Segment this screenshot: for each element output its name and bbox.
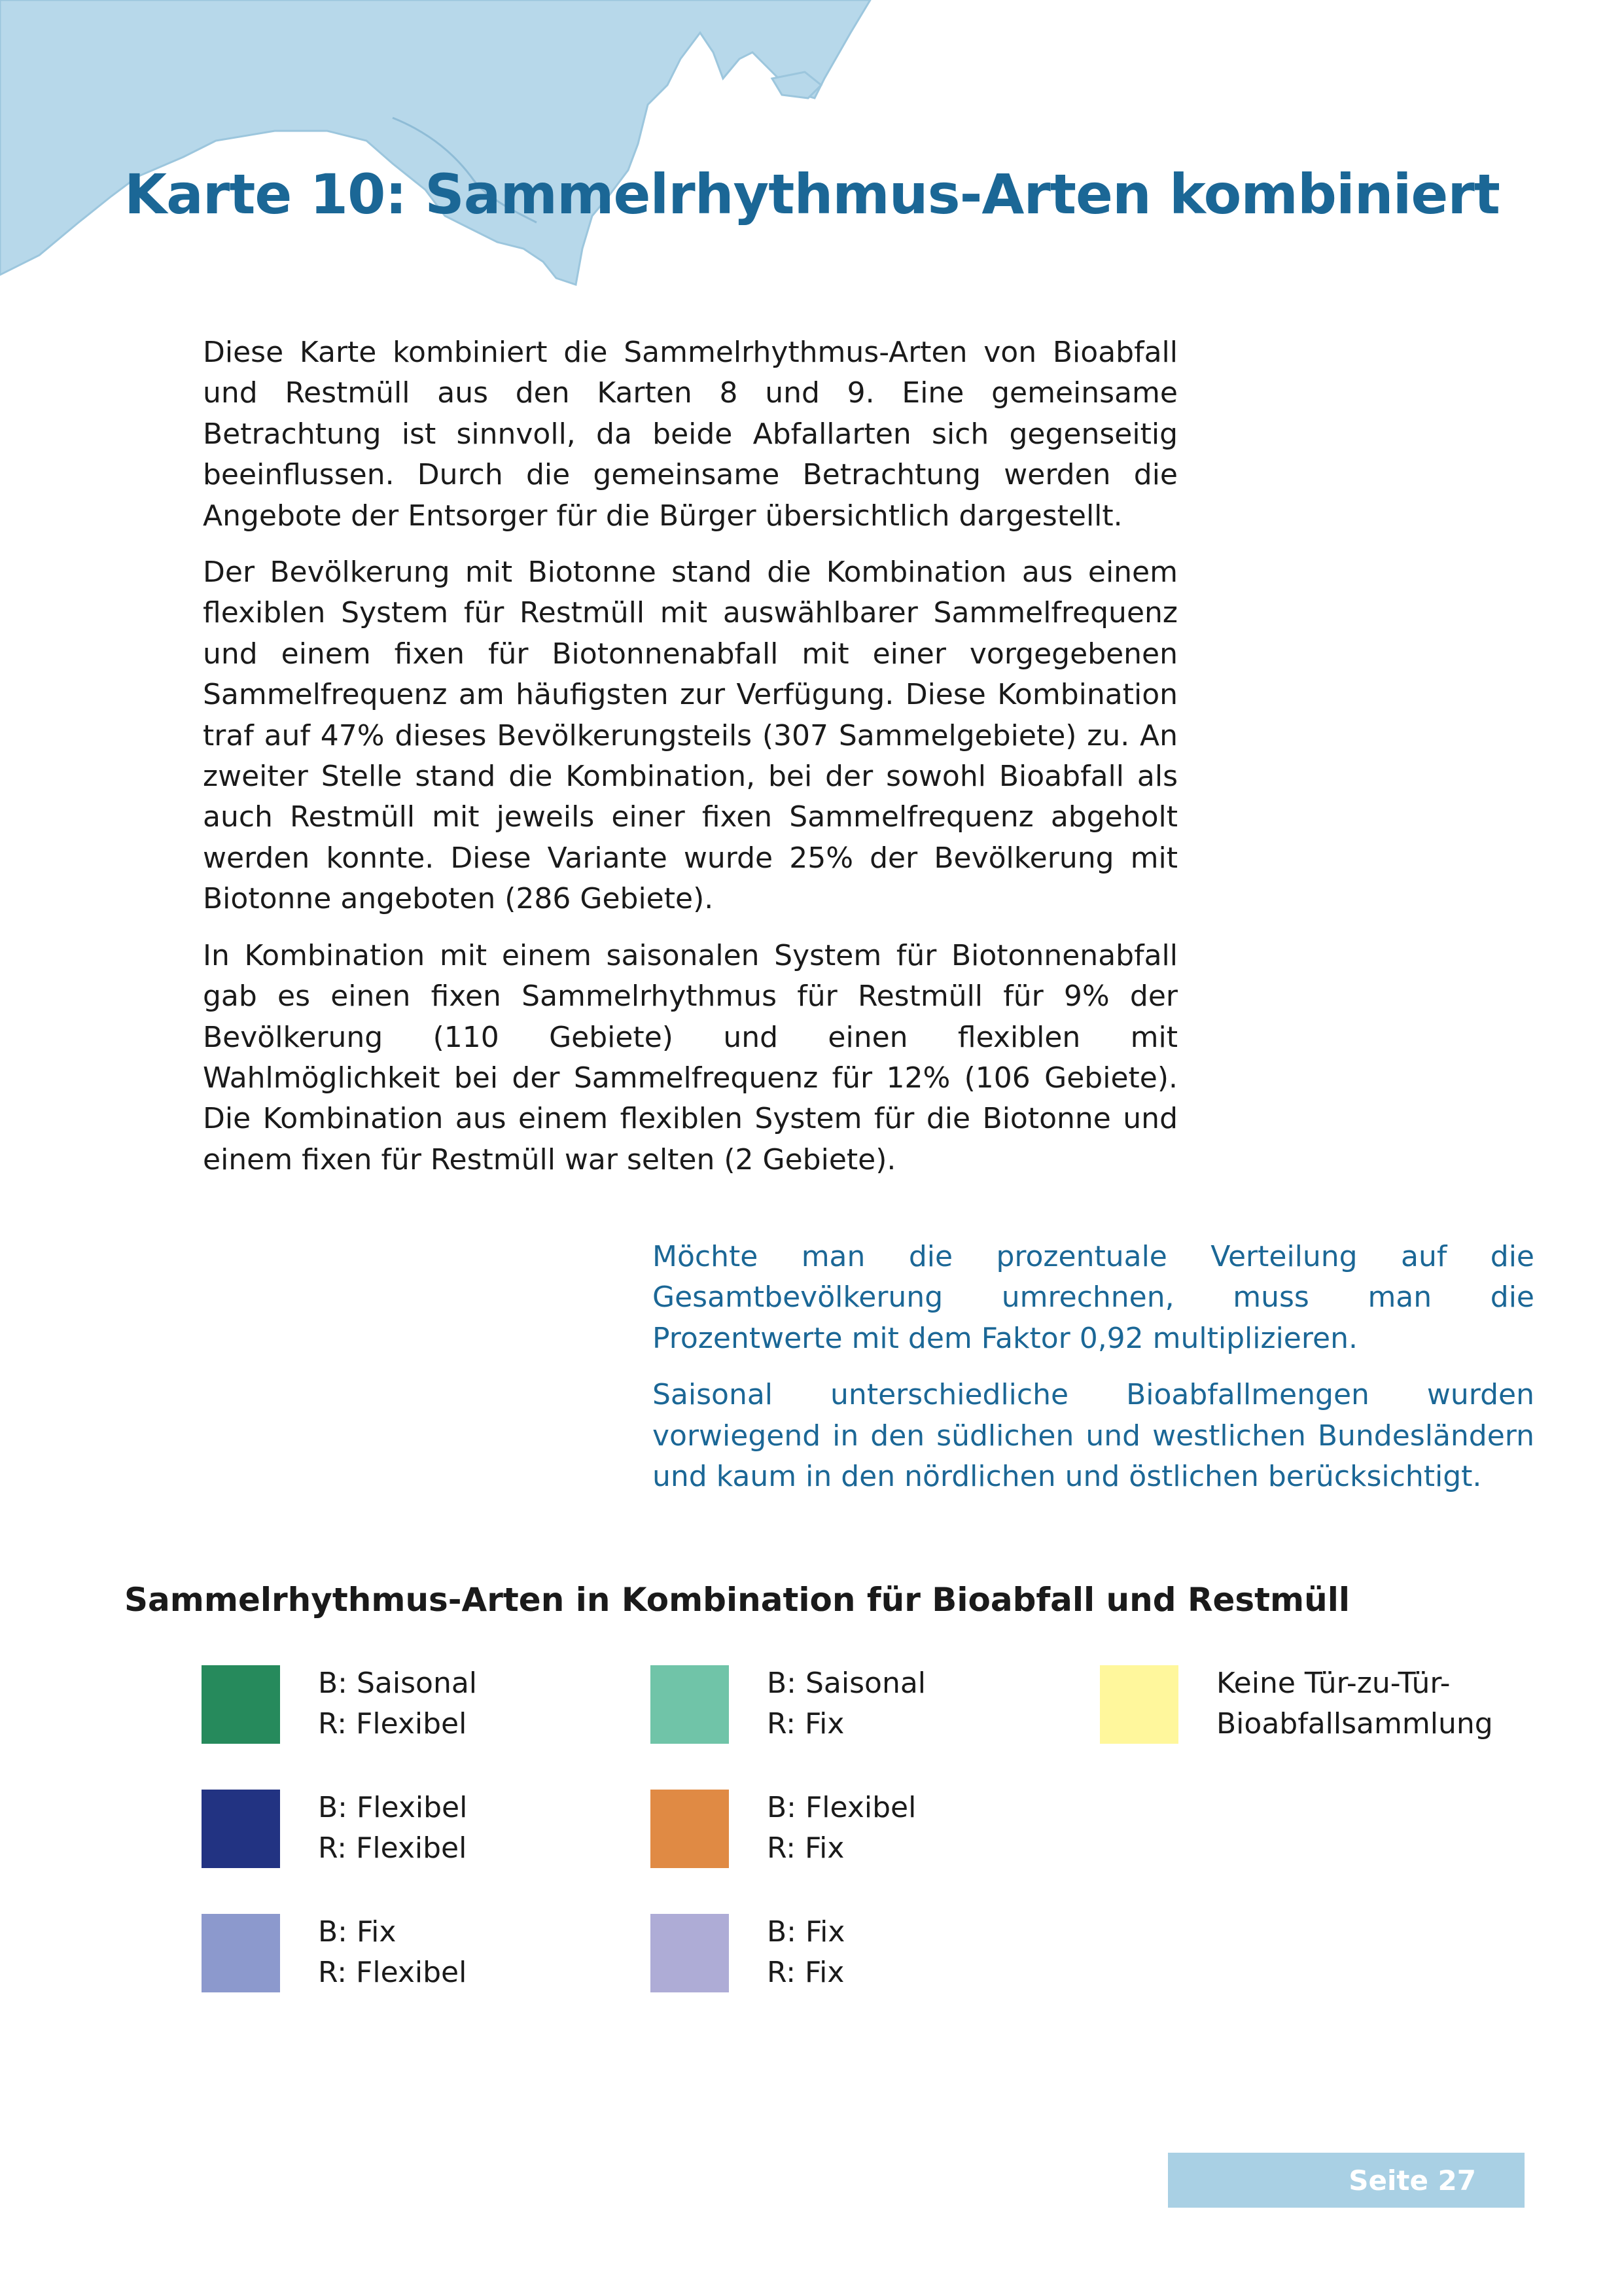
- legend-swatch: [202, 1665, 280, 1744]
- legend-line: R: Flexibel: [318, 1707, 467, 1740]
- note-text: [652, 1237, 1534, 1513]
- note-paragraph: Saisonal unterschiedliche Bioabfallmengen wurden vorwiegend in den südlichen und westlichen Bundesländern und kaum in den nördlichen und östlichen berücksichtigt.: [652, 1378, 1534, 1494]
- legend-line: R: Fix: [767, 1707, 845, 1740]
- legend-swatch: [650, 1914, 729, 1992]
- legend-swatch: [202, 1914, 280, 1992]
- legend-swatch: [1100, 1665, 1178, 1744]
- coastline-map-decoration: [0, 0, 916, 301]
- legend-swatch: [650, 1665, 729, 1744]
- legend-title: Sammelrhythmus-Arten in Kombination für Bioabfall und Restmüll: [124, 1581, 1350, 1619]
- legend-line: B: Flexibel: [318, 1791, 468, 1824]
- legend-label: [767, 1912, 845, 1993]
- legend-label: [767, 1788, 916, 1869]
- page-number: Seite 27: [1168, 2153, 1525, 2208]
- legend-line: R: Flexibel: [318, 1831, 467, 1865]
- legend-swatch: [650, 1790, 729, 1868]
- legend-line: B: Fix: [767, 1915, 845, 1949]
- legend-line: Bioabfallsammlung: [1216, 1707, 1493, 1740]
- legend-label: [1216, 1663, 1493, 1744]
- legend-line: R: Fix: [767, 1831, 845, 1865]
- legend-label: [318, 1912, 467, 1993]
- legend-line: R: Flexibel: [318, 1956, 467, 1989]
- legend-label: [318, 1788, 467, 1869]
- intro-paragraph: Der Bevölkerung mit Biotonne stand die Kombination aus einem flexiblen System für Restmüll mit auswählbarer Sammelfrequenz und einem fixen für Biotonnenabfall mit einer vorgegebenen Sammelfrequenz am häufigsten zur Verfügung. Diese Kombination traf auf 47% dieses Bevölkerungsteils (307 Sammelgebiete) zu. An zweiter Stelle stand die Kombination, bei der sowohl Bioabfall als auch Restmüll mit jeweils einer fixen Sammelfrequenz abgeholt werden konnte. Diese Variante wurde 25% der Bevölkerung mit Biotonne angeboten (286 Gebiete).: [203, 556, 1178, 916]
- legend-line: Keine Tür-zu-Tür-: [1216, 1667, 1451, 1700]
- page-title: Karte 10: Sammelrhythmus-Arten kombiniert: [124, 162, 1500, 226]
- legend-line: B: Fix: [318, 1915, 397, 1949]
- legend-label: [318, 1663, 477, 1744]
- legend-swatch: [202, 1790, 280, 1868]
- note-paragraph: Möchte man die prozentuale Verteilung auf die Gesamtbevölkerung umrechnen, muss man die Prozentwerte mit dem Faktor 0,92 multiplizieren.: [652, 1240, 1534, 1355]
- legend-line: B: Flexibel: [767, 1791, 917, 1824]
- intro-text: [203, 332, 1178, 1196]
- intro-paragraph: In Kombination mit einem saisonalen System für Biotonnenabfall gab es einen fixen Sammelrhythmus für Restmüll für 9% der Bevölkerung (110 Gebiete) und einen flexiblen mit Wahlmöglichkeit bei der Sammelfrequenz für 12% (106 Gebiete). Die Kombination aus einem flexiblen System für die Biotonne und einem fixen für Restmüll war selten (2 Gebiete).: [203, 938, 1178, 1176]
- legend-line: B: Saisonal: [318, 1667, 478, 1700]
- legend-line: B: Saisonal: [767, 1667, 927, 1700]
- intro-paragraph: Diese Karte kombiniert die Sammelrhythmus-Arten von Bioabfall und Restmüll aus den Karten 8 und 9. Eine gemeinsame Betrachtung ist sinnvoll, da beide Abfallarten sich gegenseitig beeinflussen. Durch die gemeinsame Betrachtung werden die Angebote der Entsorger für die Bürger übersichtlich dargestellt.: [203, 336, 1178, 533]
- legend-line: R: Fix: [767, 1956, 845, 1989]
- legend-label: [767, 1663, 926, 1744]
